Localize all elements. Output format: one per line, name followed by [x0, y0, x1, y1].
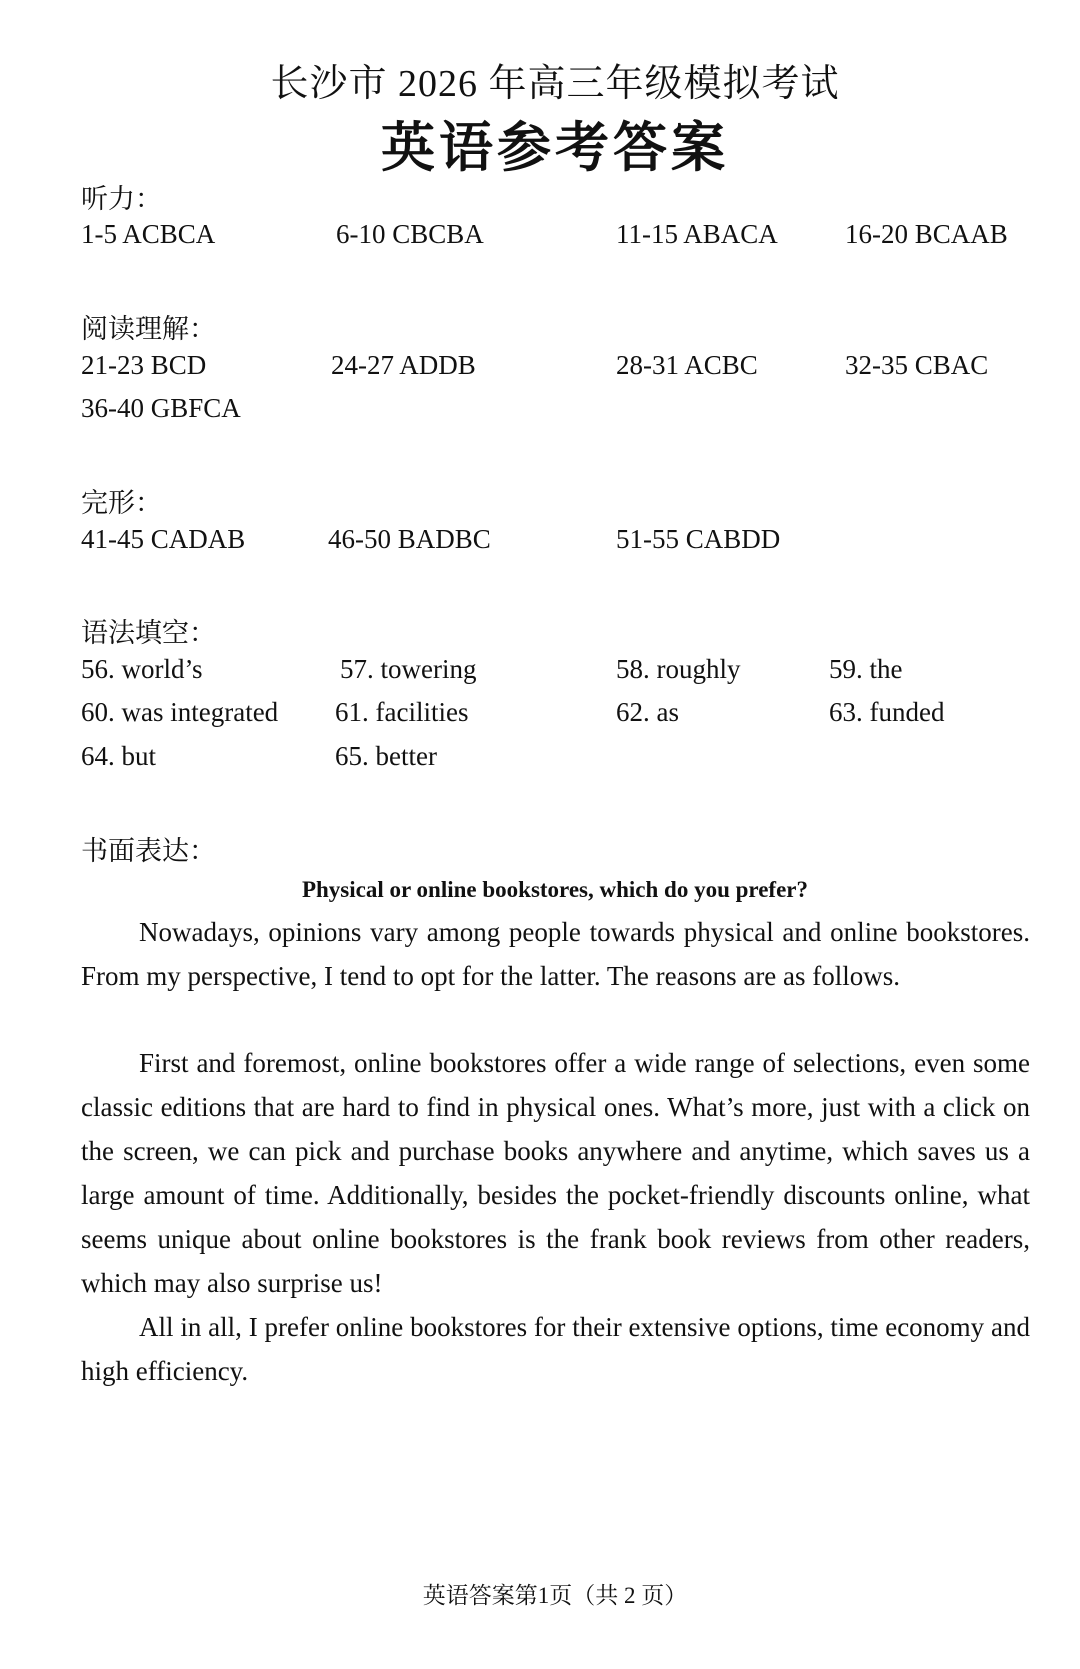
writing-heading: 书面表达： — [81, 836, 216, 866]
answer-group: 36-40 GBFCA — [81, 393, 241, 423]
answer-group: 46-50 BADBC — [328, 524, 491, 554]
essay-paragraph: First and foremost, online bookstores offer a wide range of selections, even some classic editions that are hard to find in physical ones. What’s more, just with a click on the screen, we can pick and purchase books anywhere and anytime, which saves us a large amount of time. Additionally, besides the pocket-friendly discounts online, what seems unique about online bookstores is the frank book reviews from other readers, which may also surprise us! — [81, 1048, 1030, 1298]
cloze-answer-row — [0, 524, 1080, 560]
page-footer: 英语答案第1页（共 2 页） — [422, 1583, 688, 1608]
grammar-answer-row — [0, 741, 1080, 777]
essay-paragraph: All in all, I prefer online bookstores for their extensive options, time economy and high efficiency. — [81, 1312, 1030, 1386]
answer-group: 16-20 BCAAB — [845, 219, 1008, 249]
listening-heading: 听力： — [81, 184, 162, 214]
grammar-answer-row — [0, 654, 1080, 690]
essay-paragraph: Nowadays, opinions vary among people towards physical and online bookstores. From my perspective, I tend to opt for the latter. The reasons are as follows. — [81, 917, 1030, 991]
answer-group: 21-23 BCD — [81, 350, 207, 380]
grammar-answer: 56. world’s — [81, 654, 203, 684]
answer-group: 24-27 ADDB — [331, 350, 476, 380]
answer-group: 32-35 CBAC — [845, 350, 989, 380]
grammar-answer-row — [0, 697, 1080, 733]
grammar-answer: 65. better — [335, 741, 437, 771]
grammar-answer: 62. as — [616, 697, 679, 727]
grammar-answer: 61. facilities — [335, 697, 469, 727]
answer-group: 11-15 ABACA — [616, 219, 778, 249]
reading-answer-row — [0, 393, 1080, 429]
answer-group: 6-10 CBCBA — [336, 219, 484, 249]
reading-heading: 阅读理解： — [81, 314, 216, 344]
answer-group: 1-5 ACBCA — [81, 219, 216, 249]
exam-title: 长沙市 2026 年高三年级模拟考试 — [270, 63, 840, 105]
grammar-answer: 57. towering — [340, 654, 477, 684]
grammar-answer: 60. was integrated — [81, 697, 279, 727]
grammar-answer: 58. roughly — [616, 654, 741, 684]
cloze-heading: 完形： — [81, 488, 162, 518]
answer-key-title: 英语参考答案 — [381, 118, 729, 178]
grammar-answer: 59. the — [829, 654, 903, 684]
answer-group: 51-55 CABDD — [616, 524, 781, 554]
grammar-heading: 语法填空： — [81, 618, 216, 648]
grammar-answer: 64. but — [81, 741, 157, 771]
essay-title: Physical or online bookstores, which do you prefer? — [301, 877, 809, 902]
answer-group: 41-45 CADAB — [81, 524, 246, 554]
listening-answer-row — [0, 219, 1080, 255]
answer-group: 28-31 ACBC — [616, 350, 758, 380]
reading-answer-row — [0, 350, 1080, 386]
grammar-answer: 63. funded — [829, 697, 945, 727]
